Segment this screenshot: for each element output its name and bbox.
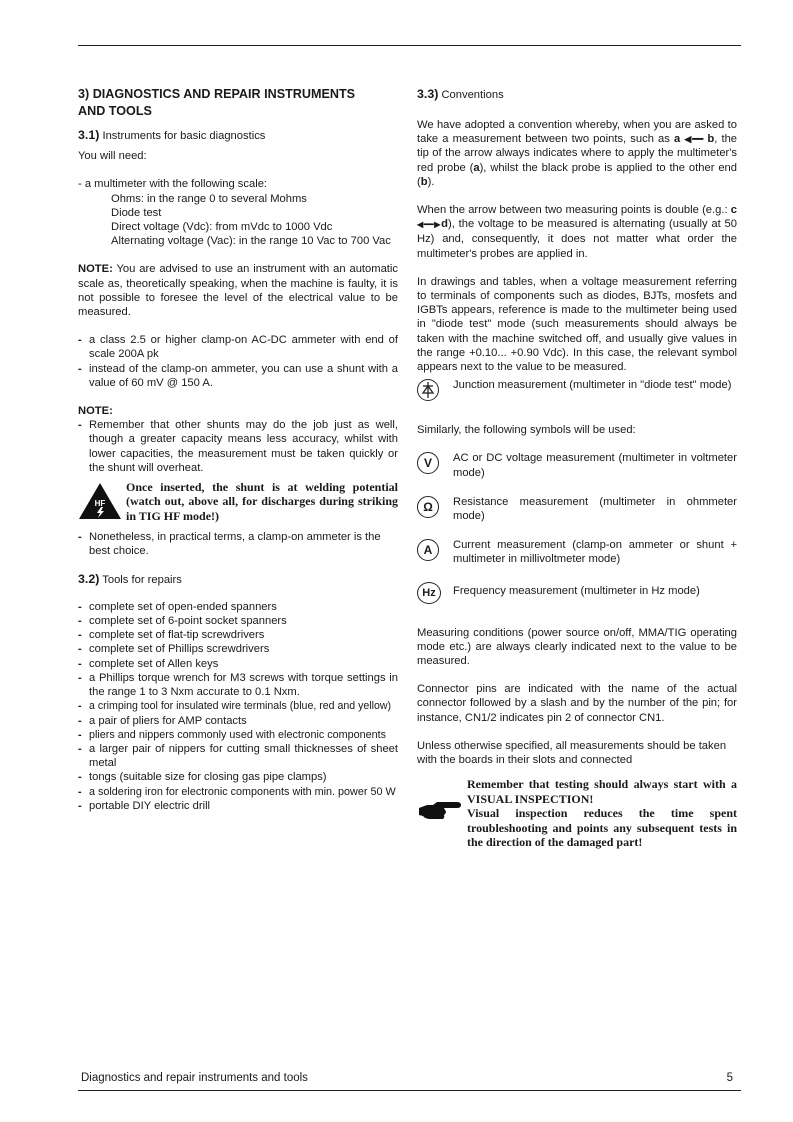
ohmmeter-icon: Ω	[417, 496, 439, 518]
section-3-2-heading	[78, 572, 398, 587]
note-1-label: NOTE:	[78, 263, 113, 276]
voltage-symbol-row	[417, 451, 737, 479]
shunt-warning	[78, 480, 398, 524]
section-3-2-number: 3.2)	[78, 571, 100, 586]
list-item: - tongs (suitable size for closing gas pipe clamps)	[78, 770, 398, 784]
connector-pins-paragraph: Connector pins are indicated with the name of the actual connector followed by a slash and by the number of the pin; for instance, CN1/2 indicates pin 2 of connector CN1.	[417, 683, 737, 724]
list-item: - complete set of Allen keys	[78, 657, 398, 671]
scale-ohms: Ohms: in the range 0 to several Mohms	[111, 192, 307, 205]
list-item: - complete set of Phillips screwdrivers	[78, 642, 398, 656]
list-item: - complete set of flat-tip screwdrivers	[78, 628, 398, 642]
section-3-title: 3) DIAGNOSTICS AND REPAIR INSTRUMENTS AND TOOLS	[78, 87, 356, 118]
list-item: - a Phillips torque wrench for M3 screws with torque settings in the range 1 to 3 Nxm accurate to 0.1 Nxm.	[78, 671, 398, 699]
list-item: - portable DIY electric drill	[78, 799, 398, 813]
list-item: - pliers and nippers commonly used with electronic components	[78, 728, 398, 742]
junction-symbol-row	[417, 378, 737, 401]
drawings-paragraph: In drawings and tables, when a voltage measurement referring to terminals of components such as diodes, BJTs, mosfets and IGBTs appears, reference is made to the multimeter being used in "diode test" mode (such measurements should always be taken with the machine switched off, and usually give values in the range +0.10... +0.90 Vdc). In this case, the relevant symbol appears next to the value to be measured.	[417, 275, 737, 374]
frequency-icon: Hz	[417, 582, 441, 604]
frequency-symbol-row	[417, 581, 737, 604]
single-arrow-icon: ◀━━	[684, 134, 704, 145]
section-3-1-heading	[78, 128, 398, 143]
ammeter-list	[78, 333, 398, 390]
list-item: - a larger pair of nippers for cutting small thicknesses of sheet metal	[78, 742, 398, 770]
frequency-text: Frequency measurement (multimeter in Hz mode)	[453, 584, 700, 597]
hf-label: HF	[94, 499, 106, 509]
warning-text: Once inserted, the shunt is at welding potential (watch out, above all, for discharges during striking in TIG HF mode!)	[126, 480, 398, 523]
hf-warning-icon	[78, 482, 122, 524]
list-item: - a pair of pliers for AMP contacts	[78, 714, 398, 728]
resistance-symbol-row	[417, 495, 737, 523]
list-item: - a class 2.5 or higher clamp-on AC-DC ammeter with end of scale 200A pk	[78, 333, 398, 361]
visual-inspection-text	[467, 777, 737, 849]
scale-vac: Alternating voltage (Vac): in the range 10 Vac to 700 Vac	[111, 235, 391, 248]
scale-vdc: Direct voltage (Vdc): from mVdc to 1000 Vdc	[111, 221, 333, 234]
section-3-3-title: Conventions	[441, 89, 504, 101]
resistance-text: Resistance measurement (multimeter in ohmmeter mode)	[453, 495, 737, 523]
tools-list	[78, 600, 398, 813]
section-3-1-title: Instruments for basic diagnostics	[102, 130, 266, 142]
you-will-need: You will need:	[78, 150, 147, 163]
list-item: - a crimping tool for insulated wire terminals (blue, red and yellow)	[78, 699, 398, 713]
top-rule	[78, 45, 741, 46]
section-3-3-heading	[417, 86, 737, 104]
list-item: - a soldering iron for electronic components with min. power 50 W	[78, 785, 398, 799]
similarly-text: Similarly, the following symbols will be used:	[417, 424, 636, 437]
section-3-1-number: 3.1)	[78, 128, 100, 142]
diode-icon	[417, 379, 439, 401]
pointing-hand-icon	[417, 799, 467, 827]
list-item: - complete set of open-ended spanners	[78, 600, 398, 614]
double-arrow-icon: ◀━━▶	[417, 220, 442, 230]
convention-paragraph: We have adopted a convention whereby, when you are asked to take a measurement between two points, such as a ◀━━ b, the tip of the arrow always indicates where to apply the multimeter's red probe (a), whilst the black probe is applied to the other end (b).	[417, 119, 738, 188]
note-2-label: NOTE:	[78, 405, 113, 418]
ammeter-icon: A	[417, 539, 439, 561]
measuring-conditions-paragraph: Measuring conditions (power source on/off, MMA/TIG operating mode etc.) are always clearly indicated next to the value to be measured.	[417, 626, 737, 668]
double-arrow-paragraph: When the arrow between two measuring points is double (e.g.: c ◀━━▶d), the voltage to be measured is alternating (usually at 50 Hz) and, consequently, it does not matter what order the multimeter's probes are applied in.	[417, 204, 738, 260]
list-item: - complete set of 6-point socket spanners	[78, 614, 398, 628]
visual-text: Visual inspection reduces the time spent troubleshooting and points any subsequent tests in the direction of the damaged part!	[467, 806, 737, 849]
current-text: Current measurement (clamp-on ammeter or shunt + multimeter in millivoltmeter mode)	[453, 539, 737, 566]
scale-diode: Diode test	[111, 206, 162, 219]
list-item: - Nonetheless, in practical terms, a clamp-on ammeter is the best choice.	[78, 530, 398, 558]
left-column	[78, 86, 398, 813]
note-2-list	[78, 418, 398, 475]
multimeter-intro: - a multimeter with the following scale:	[78, 178, 268, 191]
list-item: - Remember that other shunts may do the job just as well, though a greater capacity means less accuracy, whilst with lower capacities, the measurement must be taken quickly or the shunt will overheat.	[78, 418, 398, 475]
nonetheless-list	[78, 530, 398, 558]
voltmeter-icon: V	[417, 452, 439, 474]
note-1	[78, 262, 398, 319]
page-footer	[81, 1071, 733, 1085]
section-3-3-number: 3.3)	[417, 87, 439, 101]
current-symbol-row	[417, 538, 737, 566]
footer-title: Diagnostics and repair instruments and tools	[81, 1072, 308, 1084]
remember-text: Remember that testing should always start with a VISUAL INSPECTION!	[467, 777, 737, 806]
right-column	[417, 86, 737, 849]
list-item: - instead of the clamp-on ammeter, you can use a shunt with a value of 60 mV @ 150 A.	[78, 362, 398, 390]
voltage-text: AC or DC voltage measurement (multimeter in voltmeter mode)	[453, 452, 737, 479]
page-number: 5	[726, 1072, 733, 1084]
junction-text: Junction measurement (multimeter in "diode test" mode)	[453, 379, 732, 392]
bottom-rule	[78, 1090, 741, 1091]
visual-inspection-note	[417, 777, 737, 849]
boards-paragraph: Unless otherwise specified, all measurements should be taken with the boards in their slots and connected	[417, 739, 727, 767]
section-3-2-title: Tools for repairs	[102, 573, 182, 586]
note-1-text: You are advised to use an instrument with an automatic scale as, theoretically speaking, when the machine is faulty, it is not possible to foresee the level of the electrical value to be measured.	[78, 263, 398, 319]
